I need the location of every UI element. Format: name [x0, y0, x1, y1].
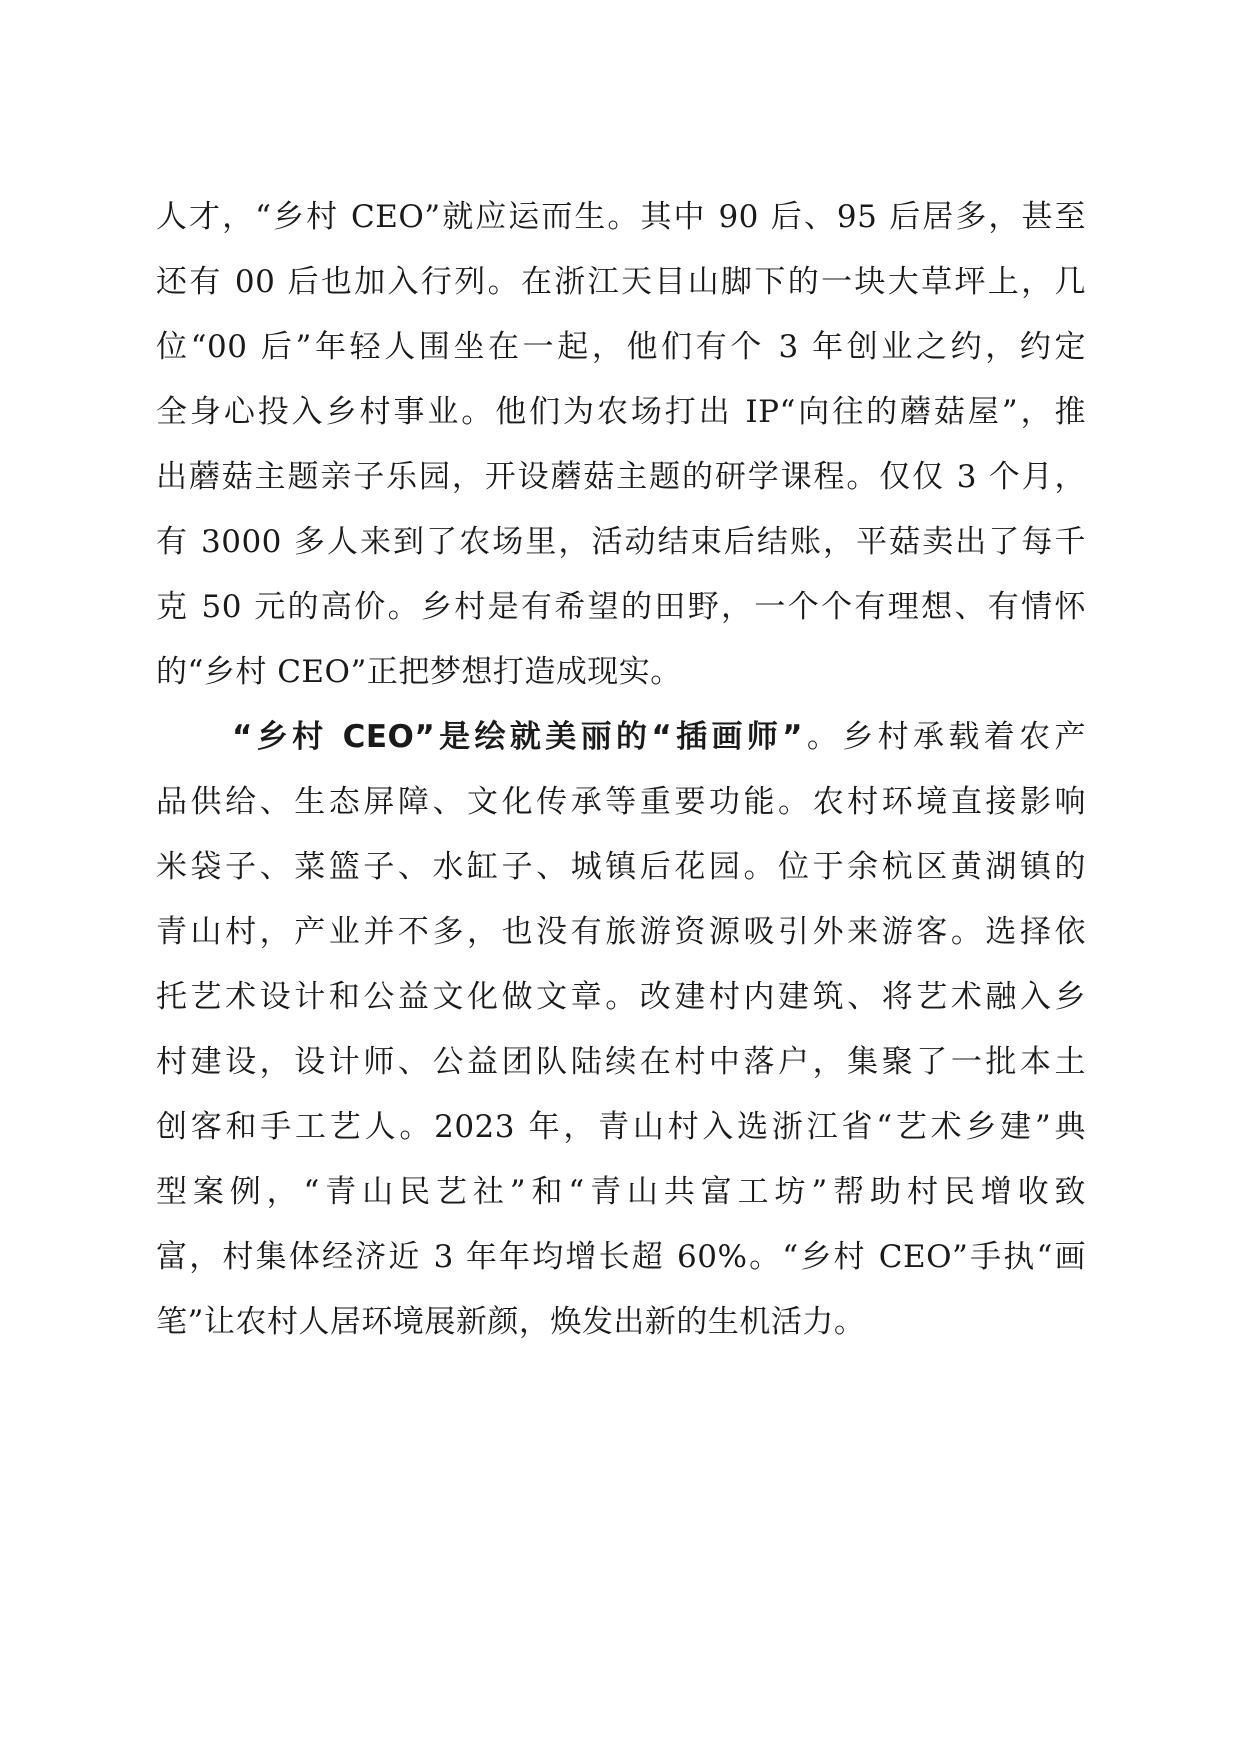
paragraph-1 [156, 185, 1086, 705]
paragraph-line: 型案例，“青山民艺社”和“青山共富工坊”帮助村民增收致 [156, 1174, 1086, 1210]
paragraph-line: 米袋子、菜篮子、水缸子、城镇后花园。位于余杭区黄湖镇的 [156, 849, 1086, 885]
paragraph-line: 的“乡村 CEO”正把梦想打造成现实。 [156, 654, 682, 690]
paragraph-line: 位“00 后”年轻人围坐在一起，他们有个 3 年创业之约，约定 [156, 329, 1086, 365]
paragraph-line: 人才，“乡村 CEO”就应运而生。其中 90 后、95 后居多，甚至 [156, 199, 1086, 235]
section-heading: “乡村 CEO”是绘就美丽的“插画师” [232, 719, 804, 755]
paragraph-line: 青山村，产业并不多，也没有旅游资源吸引外来游客。选择依 [156, 914, 1086, 950]
paragraph-line: 创客和手工艺人。2023 年，青山村入选浙江省“艺术乡建”典 [156, 1109, 1086, 1145]
paragraph-line: 村建设，设计师、公益团队陆续在村中落户，集聚了一批本土 [156, 1044, 1086, 1080]
paragraph-line: 品供给、生态屏障、文化传承等重要功能。农村环境直接影响 [156, 784, 1086, 820]
paragraph-line: 富，村集体经济近 3 年年均增长超 60%。“乡村 CEO”手执“画 [156, 1239, 1086, 1275]
paragraph-line: 笔”让农村人居环境展新颜，焕发出新的生机活力。 [156, 1304, 866, 1340]
paragraph-first-line [156, 705, 1086, 770]
paragraph-line: 出蘑菇主题亲子乐园，开设蘑菇主题的研学课程。仅仅 3 个月， [156, 459, 1086, 495]
paragraph-line: 全身心投入乡村事业。他们为农场打出 IP“向往的蘑菇屋”，推 [156, 394, 1086, 430]
paragraph-text: 。乡村承载着农产 [803, 719, 1086, 755]
paragraph-line: 克 50 元的高价。乡村是有希望的田野，一个个有理想、有情怀 [156, 589, 1086, 625]
paragraph-line: 托艺术设计和公益文化做文章。改建村内建筑、将艺术融入乡 [156, 979, 1086, 1015]
document-body [156, 185, 1086, 1355]
paragraph-line: 还有 00 后也加入行列。在浙江天目山脚下的一块大草坪上，几 [156, 264, 1086, 300]
paragraph-2 [156, 705, 1086, 1355]
paragraph-line: 有 3000 多人来到了农场里，活动结束后结账，平菇卖出了每千 [156, 524, 1086, 560]
